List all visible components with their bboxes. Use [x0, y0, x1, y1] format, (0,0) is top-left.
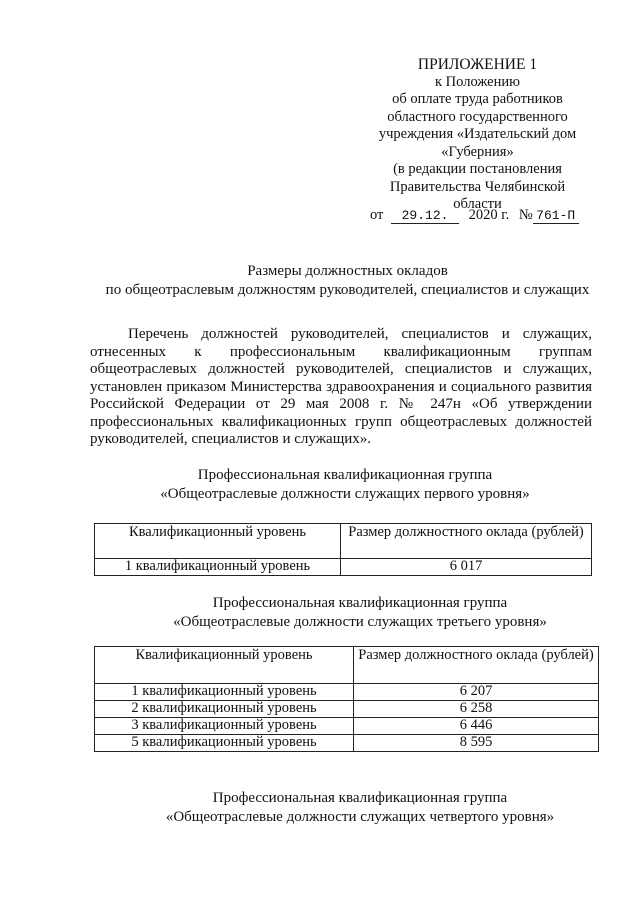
title-line-1: Размеры должностных окладов: [247, 263, 448, 279]
appendix-line: Правительства Челябинской: [389, 178, 566, 195]
date-prefix: от: [370, 207, 384, 223]
header-level: Квалификационный уровень: [95, 524, 341, 559]
row-salary: 8 595: [354, 735, 599, 752]
document-title: [60, 262, 635, 300]
row-level: 1 квалификационный уровень: [95, 684, 354, 701]
group-title-line-2: «Общеотраслевые должности служащих четвертого уровня»: [165, 809, 555, 825]
table-header-row: [95, 647, 599, 684]
handwritten-number: 761-П: [533, 208, 579, 224]
table-row: [95, 718, 599, 735]
appendix-line: учреждения «Издательский дом: [378, 126, 577, 142]
resolution-date-line: [370, 207, 579, 224]
appendix-line: области: [453, 196, 502, 212]
resolution-year: 2020 г.: [468, 207, 510, 223]
appendix-line: (в редакции постановления: [393, 161, 562, 177]
group-title-line-2: «Общеотраслевые должности служащих первого уровня»: [160, 486, 530, 502]
group-title-fourth-level: [85, 789, 635, 827]
group-title-first-level: [70, 466, 620, 504]
intro-line: отнесенных к профессиональным квалификационным группам: [90, 343, 592, 360]
intro-line: Российской Федерации от 29 мая 2008 г. № 247н «Об утверждении: [90, 396, 592, 412]
row-salary: 6 017: [341, 559, 592, 576]
intro-paragraph: [90, 326, 592, 449]
intro-line: Перечень должностей руководителей, специалистов и служащих,: [128, 326, 592, 342]
row-level: 3 квалификационный уровень: [95, 718, 354, 735]
header-salary: Размер должностного оклада (рублей): [354, 647, 599, 684]
appendix-line: к Положению: [435, 73, 520, 90]
title-line-2: по общеотраслевым должностям руководителей, специалистов и служащих: [105, 282, 590, 298]
row-level: 2 квалификационный уровень: [95, 701, 354, 718]
appendix-line: об оплате труда работников: [392, 91, 563, 107]
appendix-line: «Губерния»: [441, 143, 514, 160]
table-header-row: [95, 524, 592, 559]
row-salary: 6 207: [354, 684, 599, 701]
row-salary: 6 258: [354, 701, 599, 718]
row-level: 1 квалификационный уровень: [95, 559, 341, 576]
salary-table-first-level: [94, 523, 592, 576]
group-title-third-level: [85, 594, 635, 632]
group-title-line-1: Профессиональная квалификационная группа: [212, 790, 508, 806]
intro-line: профессиональных квалификационных групп общеотраслевых должностей: [90, 413, 592, 430]
group-title-line-1: Профессиональная квалификационная группа: [212, 595, 508, 611]
header-salary: Размер должностного оклада (рублей): [341, 524, 592, 559]
appendix-heading: ПРИЛОЖЕНИЕ 1: [417, 56, 538, 73]
table-row: [95, 701, 599, 718]
header-level: Квалификационный уровень: [95, 647, 354, 684]
table-row: [95, 735, 599, 752]
intro-line: руководителей, специалистов и служащих».: [90, 431, 372, 447]
row-level: 5 квалификационный уровень: [95, 735, 354, 752]
handwritten-date: 29.12.: [391, 208, 459, 224]
number-sign: №: [518, 207, 533, 223]
salary-table-third-level: [94, 646, 599, 752]
intro-line: установлен приказом Министерства здравоохранения и социального развития: [90, 378, 592, 395]
group-title-line-1: Профессиональная квалификационная группа: [197, 467, 493, 483]
table-row: [95, 684, 599, 701]
intro-line: общеотраслевых должностей руководителей, специалистов и служащих,: [90, 361, 592, 377]
appendix-block: [360, 56, 595, 214]
table-row: [95, 559, 592, 576]
group-title-line-2: «Общеотраслевые должности служащих третьего уровня»: [173, 614, 547, 630]
row-salary: 6 446: [354, 718, 599, 735]
appendix-line: областного государственного: [387, 108, 568, 125]
